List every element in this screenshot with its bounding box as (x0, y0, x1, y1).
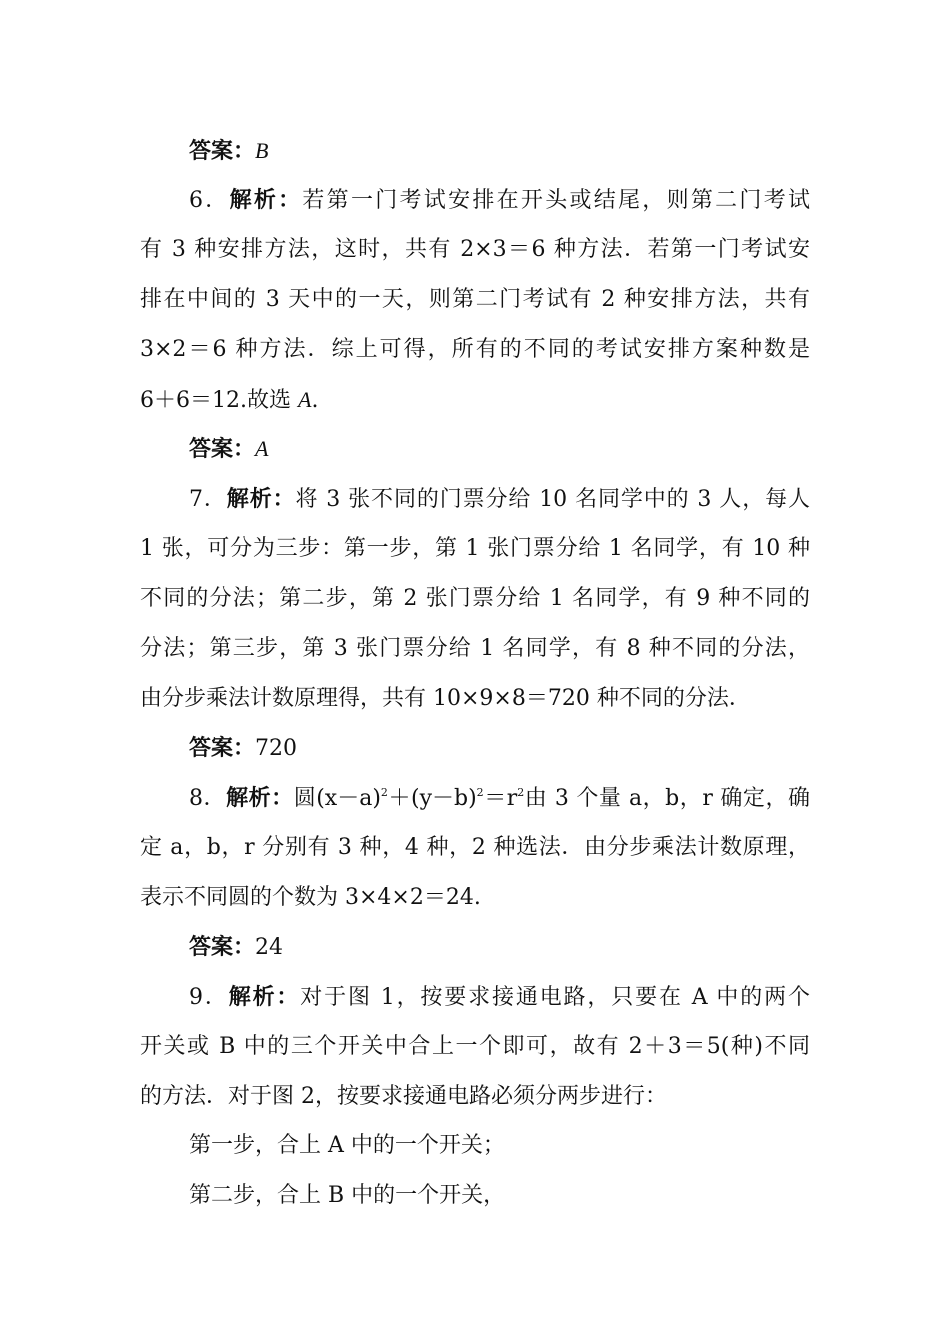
answer-label: 答案： (189, 934, 256, 960)
answer-value: A (255, 436, 269, 461)
q7-line-5: 由分步乘法计数原理得，共有 10×9×8＝720 种不同的分法． (140, 686, 751, 711)
q9-step-1: 第一步，合上 A 中的一个开关； (189, 1133, 505, 1158)
q6-line-3: 排在中间的 3 天中的一天，则第二门考试有 2 种安排方法，共有 (140, 287, 810, 312)
q6-line-1: 6．解析：若第一门考试安排在开头或结尾，则第二门考试 (189, 187, 810, 213)
q9-line-2: 开关或 B 中的三个开关中合上一个即可，故有 2＋3＝5(种)不同 (140, 1034, 810, 1059)
answer-value: B (255, 138, 269, 163)
answer-value: 720 (255, 736, 298, 761)
answer-q5 (189, 136, 268, 166)
q8-analysis-label: 解析： (226, 785, 294, 811)
q9-number: 9． (189, 985, 229, 1010)
answer-value: 24 (255, 935, 284, 960)
q8-line-2: 定 a，b，r 分别有 3 种，4 种，2 种选法．由分步乘法计数原理， (140, 835, 810, 860)
q8-number: 8． (189, 786, 227, 811)
q9-line-1: 9．解析：对于图 1，按要求接通电路，只要在 A 中的两个 (189, 984, 810, 1010)
answer-label: 答案： (189, 138, 256, 164)
q7-number: 7． (189, 487, 227, 512)
q7-line-2: 1 张，可分为三步：第一步，第 1 张门票分给 1 名同学，有 10 种 (140, 536, 810, 561)
q8-line-3: 表示不同圆的个数为 3×4×2＝24. (140, 885, 481, 910)
q6-line-5: 6＋6＝12.故选 A. (140, 387, 319, 413)
answer-q7 (189, 733, 297, 763)
q6-number: 6． (189, 188, 230, 213)
q9-step-2: 第二步，合上 B 中的一个开关， (189, 1183, 506, 1208)
q7-line-1: 7．解析：将 3 张不同的门票分给 10 名同学中的 3 人，每人 (189, 486, 810, 512)
q6-line-2: 有 3 种安排方法，这时，共有 2×3＝6 种方法．若第一门考试安 (140, 237, 810, 262)
q8-line-1: 8．解析：圆$(x-a)^2+(y-b)^2=r^2$由 3 个量 a，b，r 确定，确 (189, 785, 810, 811)
q9-analysis-label: 解析： (228, 984, 301, 1010)
q7-analysis-label: 解析： (226, 486, 296, 512)
q6-analysis-label: 解析： (229, 187, 303, 213)
answer-q6 (189, 434, 268, 464)
q9-line-3: 的方法．对于图 2，按要求接通电路必须分两步进行： (140, 1084, 667, 1109)
answer-label: 答案： (189, 735, 256, 761)
answer-label: 答案： (189, 436, 256, 462)
q6-line-4: 3×2＝6 种方法．综上可得，所有的不同的考试安排方案种数是 (140, 337, 810, 362)
q7-line-4: 分法；第三步，第 3 张门票分给 1 名同学，有 8 种不同的分法， (140, 636, 810, 661)
answer-q8 (189, 932, 283, 962)
q7-line-3: 不同的分法；第二步，第 2 张门票分给 1 名同学，有 9 种不同的 (140, 586, 810, 611)
